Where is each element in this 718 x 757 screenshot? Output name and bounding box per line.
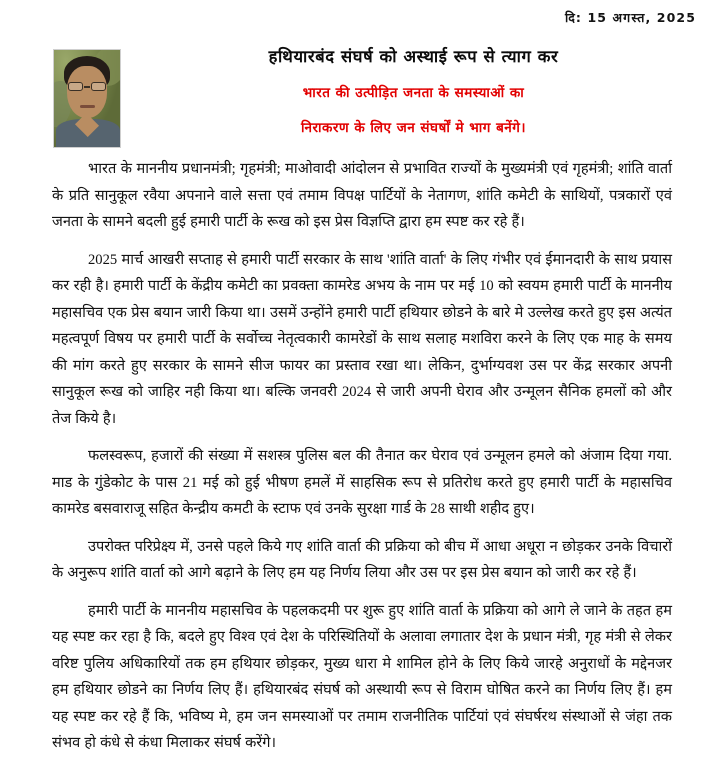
body-copy <box>0 142 718 757</box>
paragraph-1: भारत के माननीय प्रधानमंत्री; गृहमंत्री; माओवादी आंदोलन से प्रभावित राज्यों के मुख्यमंत्री एवं गृहमंत्री; शांति वार्ता के प्रति सानुकूल रवैया अपनाने वाले सत्ता एवं तमाम विपक्ष पार्टियों के नेतागण, शांति कमेटी के साथियों, पत्रकारों एवं जनता के सामने बदली हुई हमारी पार्टी के रूख को इस प्रेस विज्ञप्ति द्वारा हम स्पष्ट कर रहे हैं। <box>52 161 672 230</box>
headline-red-line-1: भारत की उत्पीड़ित जनता के समस्याओं का <box>302 85 525 102</box>
paragraph-2: 2025 मार्च आखरी सप्ताह से हमारी पार्टी सरकार के साथ 'शांति वार्ता' के लिए गंभीर एवं ईमानदारी के साथ प्रयास कर रही है। हमारी पार्टी के केंद्रीय कमेटी का प्रवक्ता कामरेड अभय के नाम पर मई 10 को स्वयम हमारी पार्टी के माननीय महासचिव एक प्रेस बयान जारी किया था। उसमें उन्होंने हमारी पार्टी हथियार छोडने के बारे मे उल्लेख करते हुए इस अत्यंत महत्वपूर्ण विषय पर हमारी पार्टी के सर्वोच्च नेतृत्वकारी कामरेडों के साथ सलाह मशविरा करने के लिए एक माह के समय की मांग करते हुए सरकार के सामने सीज फायर का प्रस्ताव रखा था। लेकिन, दुर्भाग्यवश उस पर केंद्र सरकार अपनी सानुकूल रूख को जाहिर नही किया था। बल्कि जनवरी 2024 से जारी अपनी घेराव और उन्मूलन सैनिक हमलों को और तेज किये है। <box>52 251 672 427</box>
date-row <box>0 0 718 26</box>
paragraph-5: हमारी पार्टी के माननीय महासचिव के पहलकदमी पर शुरू हुए शांति वार्ता के प्रक्रिया को आगे ले जाने के तहत हम यह स्पष्ट कर रहा है कि, बदले हुए विश्व एवं देश के परिस्थितियों के अलावा लगातार देश के प्रधान मंत्री, गृह मंत्री से लेकर वरिष्ट पुलिय अधिकारियों तक हम हथियार छोड़कर, मुख्य धारा मे शामिल होने के लिए किये जारहे अनुराधों के मद्देनजर हम हथियार छोडने का निर्णय लिए हैं। हथियारबंद संघर्ष को अस्थायी रूप से विराम घोषित करने का निर्णय लिए हैं। हम यह स्पष्ट कर रहे हैं कि, भविष्य मे, हम जन समस्याओं पर तमाम राजनीतिक पार्टियां एवं संघर्षरथ संस्थाओं से जंहा तक संभव हो कंधे से कंधा मिलाकर संघर्ष करेंगे। <box>52 602 672 751</box>
spectacles-icon <box>67 82 107 91</box>
portrait-photo <box>53 49 121 148</box>
paragraph-4: उपरोक्त परिप्रेक्ष्य में, उनसे पहले किये गए शांति वार्ता की प्रक्रिया को बीच में आधा अधूरा न छोड़कर उनके विचारों के अनुरूप शांति वार्ता को आगे बढ़ाने के लिए हम यह निर्णय लिया और उस पर इस प्रेस बयान को जारी कर रहे हैं। <box>52 538 672 581</box>
document-header <box>0 26 718 142</box>
portrait-face <box>67 66 107 118</box>
date-line: दि: 15 अगस्त, 2025 <box>564 10 696 25</box>
paragraph-3: फलस्वरूप, हजारों की संख्या में सशस्त्र पुलिस बल की तैनात कर घेराव एवं उन्मूलन हमले को अंजाम दिया गया. माड के गुंडेकोट के पास 21 मई को हुई भीषण हमलें में साहसिक रूप से प्रतिरोध करते हुए हमारी पार्टी के महासचिव कामरेड बसवाराजू सहित केन्द्रीय कमटी के स्टाफ एवं उनके सुरक्षा गार्ड के 28 साथी शहीद हुए। <box>52 448 672 517</box>
portrait-mouth <box>80 105 95 108</box>
headline-red-line-2: निराकरण के लिए जन संघर्षों मे भाग बनेंगे। <box>300 119 527 136</box>
headline-main: हथियारबंद संघर्ष को अस्थाई रूप से त्याग कर <box>268 47 559 66</box>
header-titles <box>135 46 718 137</box>
